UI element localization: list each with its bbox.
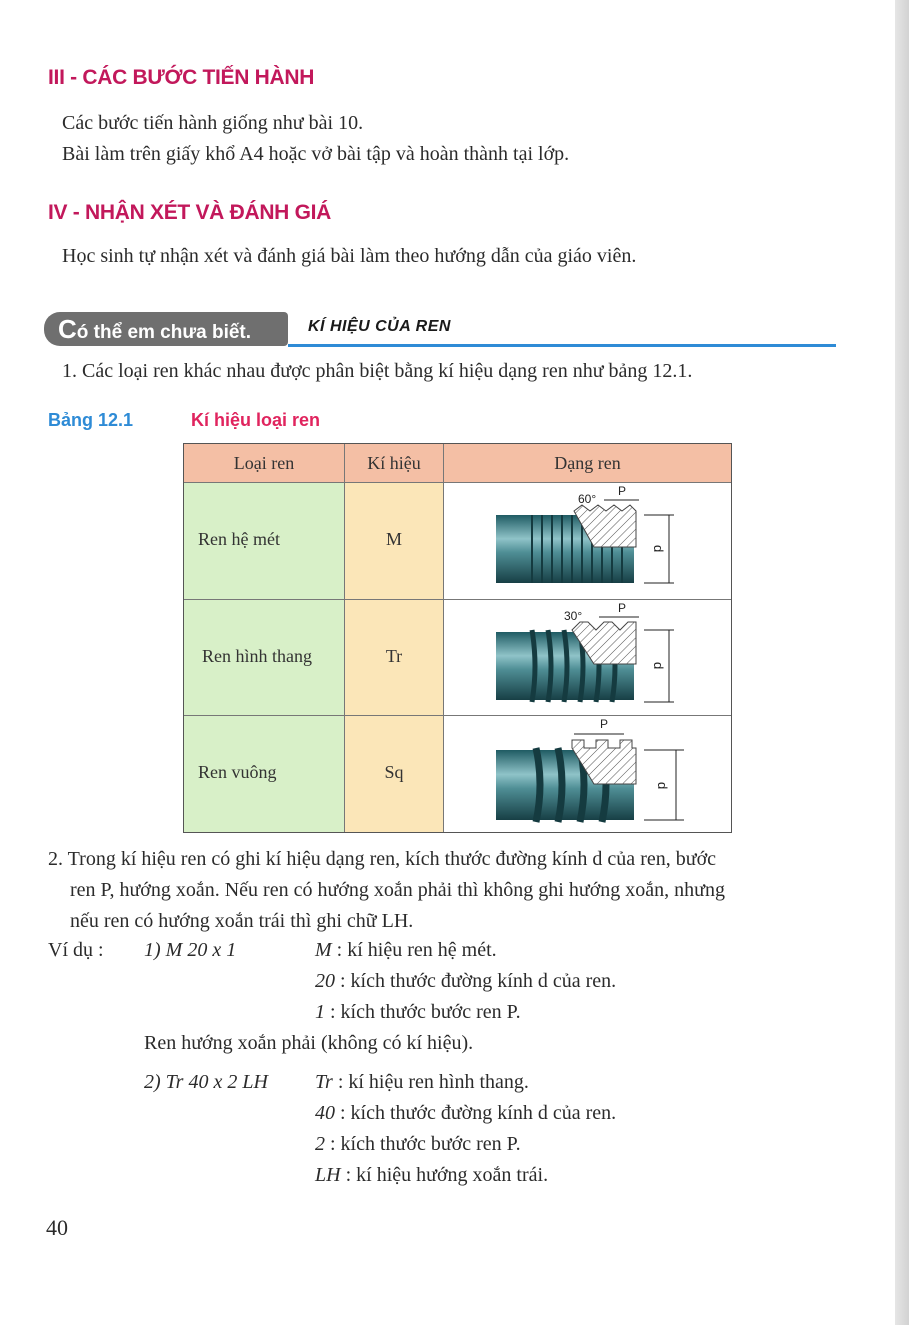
trapezoidal-pitch-label: P	[618, 601, 627, 615]
square-diameter-label: d	[655, 782, 670, 790]
section-4-heading: IV - NHẬN XÉT VÀ ĐÁNH GIÁ	[48, 201, 332, 224]
page-number: 40	[46, 1215, 68, 1240]
point-2-line-1: 2. Trong kí hiệu ren có ghi kí hiệu dạng ren, kích thước đường kính d của ren, bước	[48, 848, 717, 870]
table-caption-title: Kí hiệu loại ren	[191, 410, 321, 430]
point-2-line-3: nếu ren có hướng xoắn trái thì ghi chữ LH.	[70, 910, 414, 932]
table-row-trapezoidal-type: Ren hình thang	[184, 600, 345, 716]
section-3-heading: III - CÁC BƯỚC TIẾN HÀNH	[48, 66, 315, 89]
point-1: 1. Các loại ren khác nhau được phân biệt bằng kí hiệu dạng ren như bảng 12.1.	[62, 360, 693, 382]
trapezoidal-thread-drawing	[444, 600, 731, 716]
example-2-note-2: 40 : kích thước đường kính d của ren.	[315, 1102, 617, 1124]
table-row-metric-type: Ren hệ mét	[184, 483, 345, 600]
example-2-code: 2) Tr 40 x 2 LH	[144, 1071, 268, 1093]
trapezoidal-angle-label: 30°	[564, 609, 583, 623]
example-2-note-4: LH : kí hiệu hướng xoắn trái.	[315, 1164, 549, 1186]
example-1-note-1: M : kí hiệu ren hệ mét.	[315, 939, 497, 961]
table-header-symbol: Kí hiệu	[345, 444, 444, 483]
metric-diameter-label: d	[651, 545, 666, 553]
example-2-note-1: Tr : kí hiệu ren hình thang.	[315, 1071, 529, 1093]
point-2-line-2: ren P, hướng xoắn. Nếu ren có hướng xoắn phải thì không ghi hướng xoắn, nhưng	[70, 879, 725, 901]
metric-pitch-label: P	[618, 484, 627, 498]
table-header-type: Loại ren	[184, 444, 345, 483]
example-1-note-3: 1 : kích thước bước ren P.	[315, 1001, 521, 1023]
table-row-trapezoidal-symbol: Tr	[345, 600, 444, 716]
thread-symbol-table	[183, 443, 732, 833]
table-row-square-type: Ren vuông	[184, 716, 345, 832]
table-row-metric-symbol: M	[345, 483, 444, 600]
table-header-form: Dạng ren	[444, 444, 731, 483]
table-row-square-symbol: Sq	[345, 716, 444, 832]
example-1-remark: Ren hướng xoắn phải (không có kí hiệu).	[144, 1032, 474, 1054]
section-3-line-1: Các bước tiến hành giống như bài 10.	[62, 112, 364, 134]
example-1-note-2: 20 : kích thước đường kính d của ren.	[315, 970, 617, 992]
info-box-header	[44, 310, 836, 348]
example-label: Ví dụ :	[48, 939, 104, 961]
section-4-line: Học sinh tự nhận xét và đánh giá bài làm theo hướng dẫn của giáo viên.	[62, 245, 637, 267]
example-1-code: 1) M 20 x 1	[144, 939, 237, 961]
metric-thread-drawing	[444, 483, 731, 600]
table-caption-number: Bảng 12.1	[48, 410, 134, 430]
info-title: KÍ HIỆU CỦA REN	[308, 318, 451, 335]
page-edge-shadow	[895, 0, 909, 1325]
trapezoidal-diameter-label: d	[651, 662, 666, 670]
info-rule-divider	[288, 344, 836, 347]
square-pitch-label: P	[600, 717, 609, 731]
info-badge: Có thể em chưa biết.	[44, 312, 288, 346]
example-2-note-3: 2 : kích thước bước ren P.	[315, 1133, 521, 1155]
square-thread-drawing	[444, 716, 731, 832]
metric-angle-label: 60°	[578, 492, 597, 506]
section-3-line-2: Bài làm trên giấy khổ A4 hoặc vở bài tập và hoàn thành tại lớp.	[62, 143, 570, 165]
